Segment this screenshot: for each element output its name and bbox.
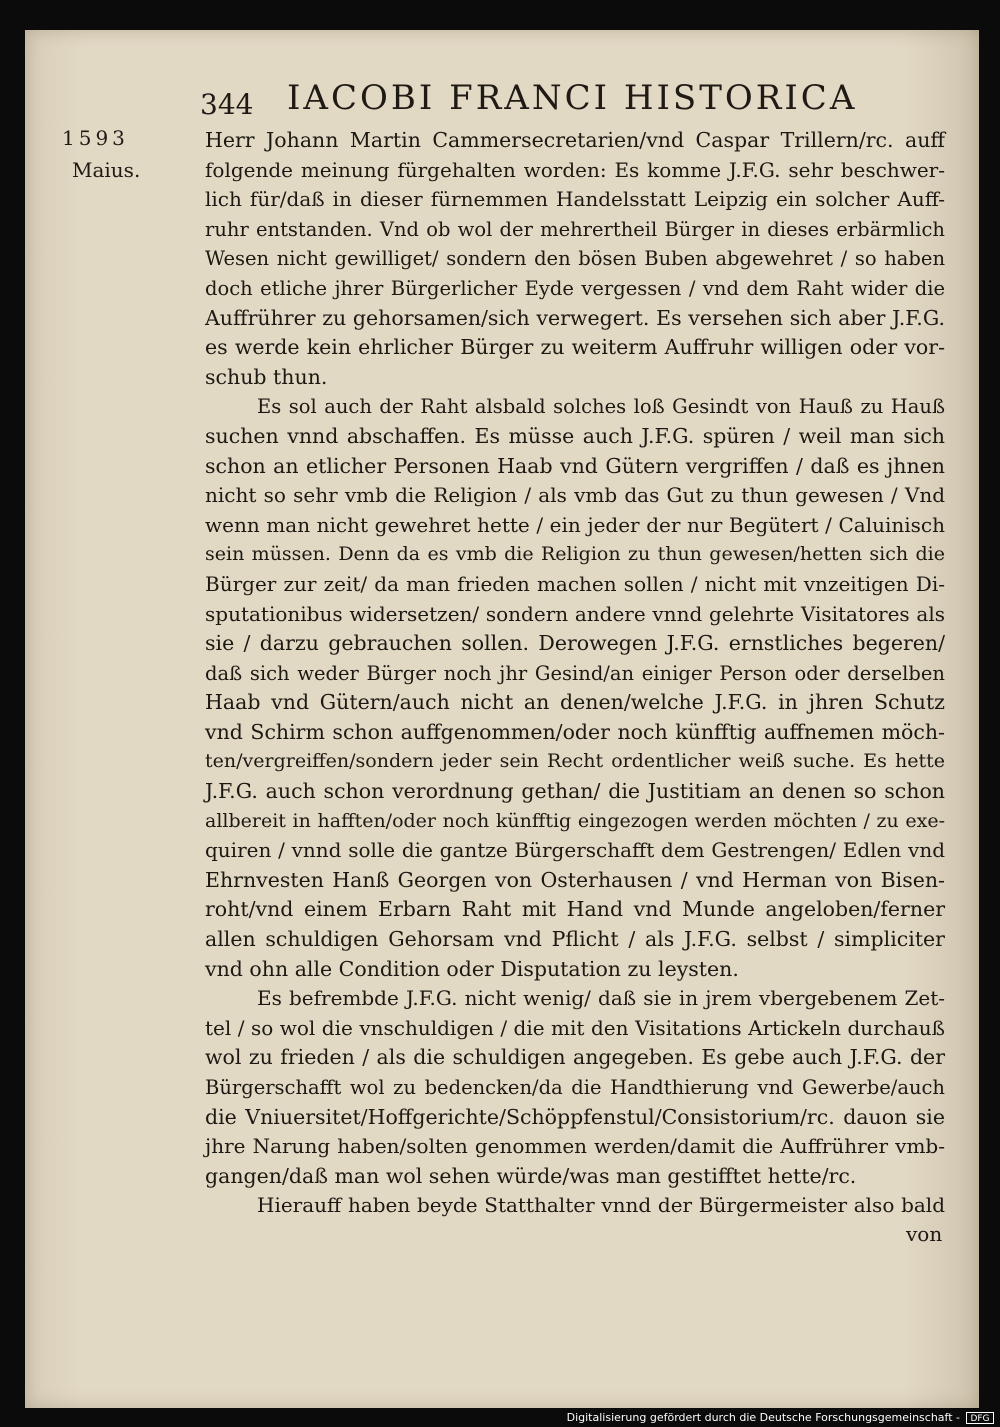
text-line: allbereit in hafften/oder noch künfftig eingezogen werden möchten / zu exe- — [205, 809, 945, 832]
text-line: vnd Schirm schon auffgenommen/oder noch künfftig auffnemen möch- — [205, 719, 945, 744]
text-line: quiren / vnnd solle die gantze Bürgerschafft dem Gestrengen/ Edlen vnd — [205, 838, 945, 863]
text-line: ruhr entstanden. Vnd ob wol der mehrertheil Bürger in dieses erbärmlich — [205, 217, 945, 241]
text-line: Hierauff haben beyde Statthalter vnnd der Bürgermeister also bald — [257, 1193, 945, 1218]
text-line: Auffrührer zu gehorsamen/sich verwegert. Es versehen sich aber J.F.G. — [205, 305, 945, 330]
text-line: sein müssen. Denn da es vmb die Religion zu thun gewesen/hetten sich die — [205, 543, 945, 566]
text-line: lich für/daß in dieser fürnemmen Handelsstatt Leipzig ein solcher Auff- — [205, 187, 945, 212]
body-text — [205, 126, 945, 1221]
text-line: folgende meinung fürgehalten worden: Es komme J.F.G. sehr beschwer- — [205, 157, 945, 182]
text-line: suchen vnnd abschaffen. Es müsse auch J.F.G. spüren / weil man sich — [205, 423, 945, 448]
text-line: allen schuldigen Gehorsam vnd Pflicht / als J.F.G. selbst / simpliciter — [205, 927, 945, 952]
text-line: J.F.G. auch schon verordnung gethan/ die Justitiam an denen so schon — [205, 779, 945, 804]
text-line: Es befrembde J.F.G. nicht wenig/ daß sie in jrem vbergebenem Zet- — [257, 986, 945, 1011]
text-line: sie / darzu gebrauchen sollen. Derowegen J.F.G. ernstliches begeren/ — [205, 631, 945, 656]
page-number: 344 — [200, 88, 254, 121]
running-title: IACOBI FRANCI HISTORICA — [287, 78, 858, 118]
text-line: jhre Narung haben/solten genommen werden/damit die Auffrührer vmb- — [205, 1134, 945, 1159]
text-line: die Vniuersitet/Hoffgerichte/Schöppfenstul/Consistorium/rc. dauon sie — [205, 1104, 945, 1129]
dfg-logo-icon: DFG — [966, 1412, 994, 1424]
text-line: Es sol auch der Raht alsbald solches loß Gesindt von Hauß zu Hauß — [257, 395, 945, 419]
text-line: Herr Johann Martin Cammersecretarien/vnd Caspar Trillern/rc. auff — [205, 128, 945, 152]
text-line: schon an etlicher Personen Haab vnd Gütern vergriffen / daß es jhnen — [205, 453, 945, 478]
text-line: Haab vnd Gütern/auch nicht an denen/welche J.F.G. in jhren Schutz — [205, 690, 945, 715]
text-line: Wesen nicht gewilliget/ sondern den bösen Buben abgewehret / so haben — [205, 247, 945, 271]
text-line: es werde kein ehrlicher Bürger zu weiterm Auffruhr willigen oder vor- — [205, 335, 945, 360]
text-line: gangen/daß man wol sehen würde/was man gestifftet hette/rc. — [205, 1163, 857, 1188]
catchword: von — [906, 1222, 943, 1246]
footer-credit: Digitalisierung gefördert durch die Deutsche Forschungsgemeinschaft - — [566, 1411, 960, 1424]
text-line: wol zu frieden / als die schuldigen angegeben. Es gebe auch J.F.G. der — [205, 1045, 945, 1070]
margin-year: 1593 — [62, 126, 129, 150]
text-line: tel / so wol die vnschuldigen / die mit den Visitations Artickeln durchauß — [205, 1015, 945, 1040]
text-line: daß sich weder Bürger noch jhr Gesind/an einiger Person oder derselben — [205, 661, 945, 685]
margin-month: Maius. — [72, 158, 141, 182]
text-line: Bürger zur zeit/ da man frieden machen sollen / nicht mit vnzeitigen Di- — [205, 571, 945, 596]
text-line: roht/vnd einem Erbarn Raht mit Hand vnd Munde angeloben/ferner — [205, 897, 945, 922]
text-line: vnd ohn alle Condition oder Disputation zu leysten. — [205, 956, 739, 981]
text-line: ten/vergreiffen/sondern jeder sein Recht ordentlicher weiß suche. Es hette — [205, 750, 945, 773]
text-line: sputationibus widersetzen/ sondern andere vnnd gelehrte Visitatores als — [205, 601, 945, 626]
text-line: doch etliche jhrer Bürgerlicher Eyde vergessen / vnd dem Raht wider die — [205, 276, 945, 300]
text-line: Ehrnvesten Hanß Georgen von Osterhausen / vnd Herman von Bisen- — [205, 867, 945, 892]
footer-bar — [0, 1408, 1000, 1427]
text-line: nicht so sehr vmb die Religion / als vmb das Gut zu thun gewesen / Vnd — [205, 483, 945, 508]
page-header — [195, 78, 865, 122]
text-line: schub thun. — [205, 364, 328, 389]
text-line: wenn man nicht gewehret hette / ein jeder der nur Begütert / Caluinisch — [205, 512, 945, 537]
text-line: Bürgerschafft wol zu bedencken/da die Handthierung vnd Gewerbe/auch — [205, 1076, 945, 1099]
